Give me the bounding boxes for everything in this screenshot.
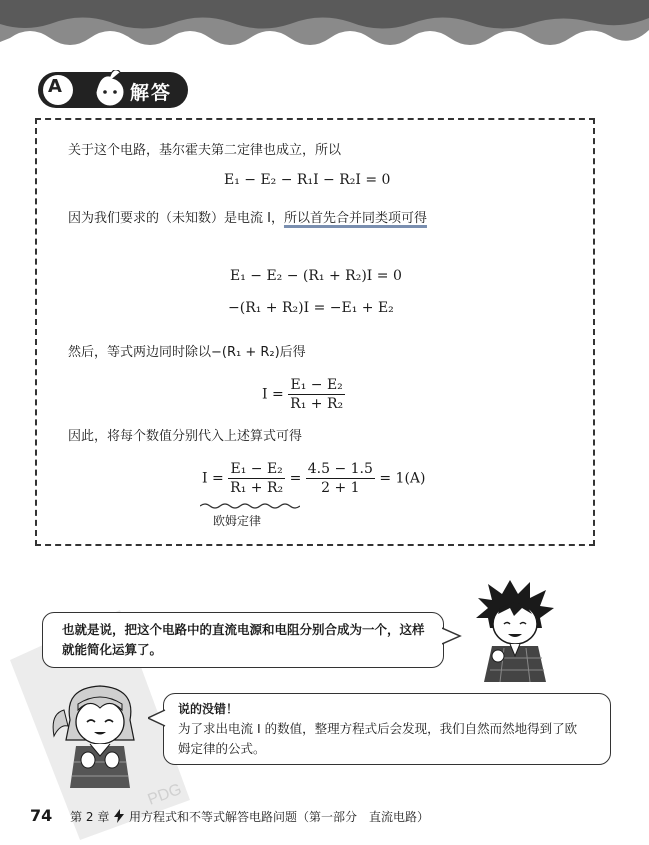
- eq5-numerator-2: 4.5 − 1.5: [307, 461, 373, 477]
- eq4-numerator: E₁ − E₂: [288, 376, 345, 395]
- girl-character: [50, 680, 150, 788]
- equation-solution: [262, 376, 345, 413]
- boy-line-1: 也就是说，把这个电路中的直流电源和电阻分别合成为一个，这样: [62, 622, 425, 637]
- boy-bubble-tail: [442, 626, 462, 646]
- girl-exclaim: 说的没错！: [178, 702, 239, 716]
- badge-letter: A: [48, 76, 62, 97]
- then-text: 然后，等式两边同时除以−(R₁ + R₂)后得: [68, 345, 306, 360]
- boy-line-2: 就能简化运算了。: [62, 642, 163, 657]
- page-number: 74: [30, 806, 53, 825]
- equation-rearranged: −(R₁ + R₂)I = −E₁ + E₂: [228, 300, 394, 316]
- eq4-denominator: R₁ + R₂: [290, 396, 344, 412]
- eq5-denominator-2: 2 + 1: [321, 480, 360, 496]
- intro-text: 关于这个电路，基尔霍夫第二定律也成立，所以: [68, 143, 342, 158]
- equation-final: [202, 460, 426, 497]
- eq4-fraction: [288, 376, 345, 413]
- boy-dialogue: [62, 620, 425, 660]
- girl-line-2: 姆定律的公式。: [178, 741, 266, 756]
- girl-bubble-tail: [148, 708, 166, 728]
- ohm-wavy-underline: [200, 502, 300, 510]
- eq5-denominator-1: R₁ + R₂: [230, 480, 284, 496]
- ohm-law-label: 欧姆定律: [213, 514, 262, 528]
- top-wave-banner: [0, 0, 649, 60]
- lightning-icon: [114, 809, 124, 823]
- eq5-fraction-2: [306, 460, 375, 497]
- eq5-equals: =: [289, 470, 302, 487]
- reason-prefix: 因为我们要求的（未知数）是电流 I，: [68, 211, 284, 226]
- equation-combined: E₁ − E₂ − (R₁ + R₂)I = 0: [230, 268, 402, 284]
- section-title: 解答: [130, 82, 173, 104]
- substitute-text: 因此，将每个数值分别代入上述算式可得: [68, 429, 303, 444]
- girl-dialogue: [178, 699, 577, 759]
- chapter-label: 第 2 章: [70, 810, 110, 824]
- reason-highlight: 所以首先合并同类项可得: [283, 211, 427, 226]
- girl-line-1: 为了求出电流 I 的数值，整理方程式后会发现，我们自然而然地得到了欧: [178, 721, 578, 736]
- page-footer: [30, 806, 429, 825]
- watermark-text: PDG: [145, 780, 184, 809]
- equation-kvl: E₁ − E₂ − R₁I − R₂I = 0: [224, 172, 391, 188]
- reason-text: [68, 210, 427, 228]
- chapter-title: 用方程式和不等式解答电路问题（第一部分 直流电路）: [129, 810, 430, 824]
- eq5-lhs: I =: [202, 470, 224, 487]
- boy-character: [470, 578, 560, 682]
- eq5-fraction-1: [228, 460, 285, 497]
- eq4-lhs: I =: [262, 386, 284, 403]
- eq5-result: = 1(A): [379, 470, 426, 487]
- eq5-numerator-1: E₁ − E₂: [228, 460, 285, 479]
